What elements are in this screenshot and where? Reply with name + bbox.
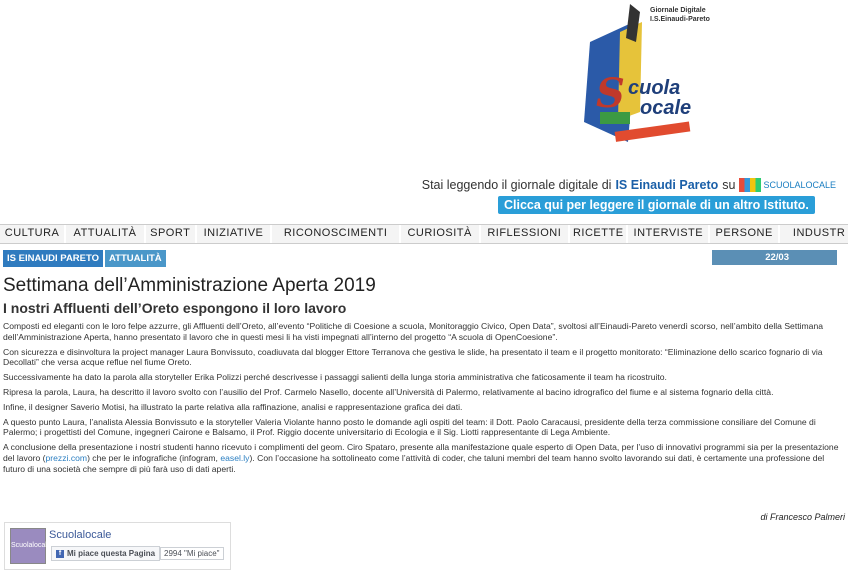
article-paragraph-last: A conclusione della presentazione i nostri studenti hanno ricevuto i complimenti del geom. Ciro Spataro, presente alla manifestazione quale esperto di Open Data, per l’uso di innovativi programmi sia per la presentazione del lavoro (prezzi.com) che per le infografiche (infogram, easel.ly). Con l’occasione ha sottolineato come l’attività di coder, che taluni membri del team hanno svolto lavorando sui dati, è certamente una professione del futuro di una società che sempre di più farà uso di dati aperti. bbox=[3, 442, 839, 474]
article-paragraph: Con sicurezza e disinvoltura la project manager Laura Bonvissuto, coadiuvata dal blogger Ettore Terranova che gestiva le slide, ha presentato il team e il progetto monitorato: “Eliminazione dello scarico fognario di via Decollati” che versa acque reflue nel fiume Oreto. bbox=[3, 346, 823, 368]
site-logo[interactable] bbox=[560, 2, 710, 167]
easelly-link[interactable]: easel.ly bbox=[220, 452, 250, 463]
facebook-page-name[interactable]: Scuolalocale bbox=[49, 529, 112, 541]
prezzi-link[interactable]: prezzi.com bbox=[45, 452, 88, 463]
article-paragraph: Composti ed eleganti con le loro felpe azzurre, gli Affluenti dell’Oreto, all’evento “Politiche di Coesione a scuola, Monitoraggio Civico, Open Data”, svoltosi all’Einaudi-Pareto venerdì scorso, nell’ambito della Settimana dell’Amministrazione Aperta, hanno presentato il lavoro che in questi mesi li ha visti impegnati all’interno del progetto “A scuola di OpenCoesione”. bbox=[3, 321, 824, 342]
article-title: Settimana dell’Amministrazione Aperta 2019 bbox=[3, 275, 376, 296]
article-paragraph: Successivamente ha dato la parola alla storyteller Erika Polizzi perché descrivesse i passaggi salienti della lunga storia amministrativa che faticosamente il team ha ricostruito. bbox=[3, 372, 667, 383]
nav-item-ricette[interactable]: RICETTE bbox=[570, 225, 628, 243]
mini-logo-icon bbox=[739, 178, 761, 192]
breadcrumb-school[interactable]: IS EINAUDI PARETO bbox=[3, 250, 103, 267]
school-name[interactable]: IS Einaudi Pareto bbox=[615, 178, 719, 192]
nav-item-cultura[interactable]: CULTURA bbox=[0, 225, 66, 243]
article-date: 22/03 bbox=[712, 250, 837, 265]
article-paragraph: A questo punto Laura, l’analista Alessia Bonvissuto e la storyteller Valeria Violante hanno posto le domande agli ospiti del team: il Dott. Paolo Caracausi, presidente della terza commissione consiliare del Comune di Palermo; i progettisti del Comune, ingegneri Cairone e Balsamo, il Prof. Riggio docente universitario di Ecologia e il Sig. Liotti rappresentante di Lega Ambiente. bbox=[3, 416, 816, 438]
facebook-widget bbox=[4, 522, 231, 570]
breadcrumb bbox=[3, 250, 166, 267]
nav-item-persone[interactable]: PERSONE bbox=[710, 225, 780, 243]
nav-item-industria[interactable]: INDUSTR bbox=[780, 225, 848, 243]
article-subtitle: I nostri Affluenti dell’Oreto espongono il loro lavoro bbox=[3, 300, 347, 316]
nav-item-sport[interactable]: SPORT bbox=[146, 225, 197, 243]
like-count: 2994 "Mi piace" bbox=[160, 547, 224, 560]
nav-item-curiosita[interactable]: CURIOSITÀ bbox=[401, 225, 481, 243]
logo-school-text: I.S.Einaudi-Pareto bbox=[650, 16, 710, 23]
logo-top-text: Giornale Digitale bbox=[650, 7, 706, 14]
avatar[interactable]: Scuolalocale bbox=[10, 528, 46, 564]
breadcrumb-category[interactable]: ATTUALITÀ bbox=[105, 250, 166, 267]
nav-item-riflessioni[interactable]: RIFLESSIONI bbox=[481, 225, 571, 243]
nav-item-riconoscimenti[interactable]: RICONOSCIMENTI bbox=[272, 225, 400, 243]
nav-item-attualita[interactable]: ATTUALITÀ bbox=[66, 225, 146, 243]
facebook-icon: f bbox=[56, 550, 64, 558]
category-nav bbox=[0, 224, 848, 244]
reading-prefix: Stai leggendo il giornale digitale di bbox=[421, 178, 612, 192]
logo-title-1: cuola bbox=[628, 77, 681, 99]
logo-title-2: ocale bbox=[640, 97, 692, 119]
scuolalocale-mini-logo[interactable]: SCUOLALOCALE bbox=[739, 178, 836, 192]
nav-item-interviste[interactable]: INTERVISTE bbox=[628, 225, 710, 243]
reading-suffix: su bbox=[722, 178, 736, 192]
nav-item-iniziative[interactable]: INIZIATIVE bbox=[197, 225, 273, 243]
article-author: di Francesco Palmeri bbox=[760, 512, 845, 522]
switch-school-button[interactable]: Clicca qui per leggere il giornale di un altro Istituto. bbox=[498, 196, 815, 214]
svg-text:S: S bbox=[596, 70, 625, 117]
like-page-button[interactable]: f Mi piace questa Pagina bbox=[51, 546, 160, 561]
article-paragraph: Infine, il designer Saverio Motisi, ha illustrato la parte relativa alla raffinazione, analisi e rappresentazione grafica dei dati. bbox=[3, 401, 463, 412]
article-body bbox=[3, 321, 843, 479]
article-paragraph: Ripresa la parola, Laura, ha descritto il lavoro svolto con l’ausilio del Prof. Carmelo Nasello, docente all’Università di Palermo, relativamente al bacino idrografico del fiume e al sistema fognario della città. bbox=[3, 386, 774, 397]
reading-info bbox=[422, 178, 836, 192]
